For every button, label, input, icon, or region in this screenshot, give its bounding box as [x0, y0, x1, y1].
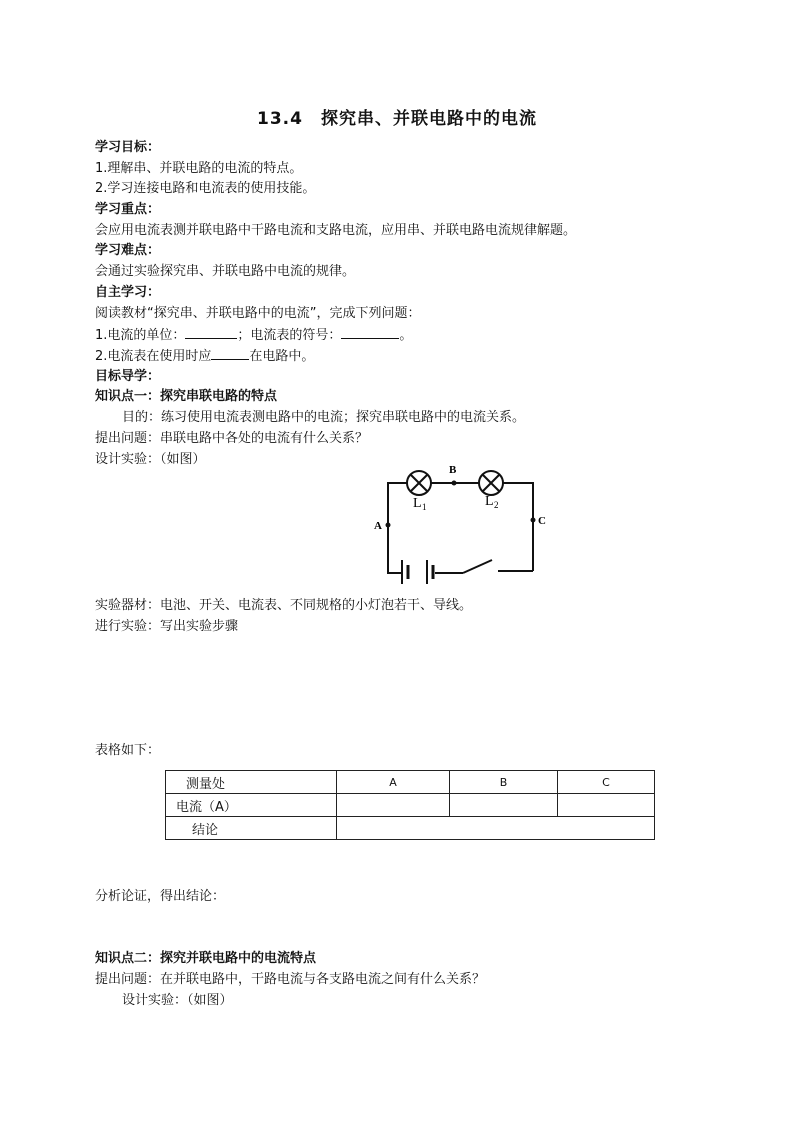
row-current-label: 电流（A） — [166, 794, 337, 817]
self-study-question-1 — [95, 326, 412, 345]
goal-item-2: 2.学习连接电路和电流表的使用技能。 — [95, 181, 316, 196]
cell-current-a[interactable] — [337, 794, 450, 817]
q1-symbol-label: ；电流表的符号： — [237, 328, 342, 343]
point-b-label: B — [449, 464, 457, 476]
lamp-l1-subscript: 1 — [422, 502, 427, 512]
symbol-blank[interactable] — [341, 326, 399, 339]
point-a-label: A — [374, 520, 382, 532]
goals-heading: 学习目标： — [95, 140, 161, 155]
q1-end: 。 — [399, 328, 413, 343]
table-row-conclusion — [166, 817, 655, 840]
lamp-l2-subscript: 2 — [494, 500, 499, 510]
k2-design: 设计实验：（如图） — [122, 993, 233, 1008]
point-c-label: C — [538, 515, 546, 527]
key-points-heading: 学习重点： — [95, 202, 161, 217]
cell-current-c[interactable] — [558, 794, 655, 817]
k1-design: 设计实验：（如图） — [95, 452, 206, 467]
series-circuit-diagram — [355, 457, 555, 587]
lamp-l1-label: L — [413, 496, 422, 511]
k1-procedure: 进行实验：写出实验步骤 — [95, 619, 239, 634]
k2-heading: 知识点二：探究并联电路中的电流特点 — [95, 951, 317, 966]
q1-unit-label: 1.电流的单位： — [95, 328, 186, 343]
table-intro: 表格如下： — [95, 743, 161, 758]
self-study-question-2 — [95, 347, 314, 366]
page-title: 13.4 探究串、并联电路中的电流 — [257, 109, 537, 129]
point-c-dot — [531, 518, 536, 523]
measurement-table — [165, 770, 655, 840]
k1-materials: 实验器材：电池、开关、电流表、不同规格的小灯泡若干、导线。 — [95, 598, 473, 613]
lamp-l2-icon — [479, 471, 503, 495]
cell-current-b[interactable] — [450, 794, 558, 817]
connection-blank[interactable] — [211, 347, 249, 360]
k1-heading: 知识点一：探究串联电路的特点 — [95, 389, 278, 404]
table-header-row — [166, 771, 655, 794]
point-a-dot — [386, 523, 391, 528]
point-b-dot — [452, 481, 457, 486]
k2-question: 提出问题：在并联电路中，干路电流与各支路电流之间有什么关系？ — [95, 972, 486, 987]
header-a: A — [337, 771, 450, 794]
difficulties-text: 会通过实验探究串、并联电路中电流的规律。 — [95, 264, 356, 279]
header-location: 测量处 — [166, 771, 337, 794]
k1-question: 提出问题：串联电路中各处的电流有什么关系？ — [95, 431, 369, 446]
header-c: C — [558, 771, 655, 794]
self-study-heading: 自主学习： — [95, 285, 161, 300]
key-points-text: 会应用电流表测并联电路中干路电流和支路电流，应用串、并联电路电流规律解题。 — [95, 223, 577, 238]
cell-conclusion[interactable] — [337, 817, 655, 840]
lamp-l2-label: L — [485, 494, 494, 509]
switch-lever — [463, 560, 492, 573]
difficulties-heading: 学习难点： — [95, 243, 161, 258]
k1-analysis: 分析论证，得出结论： — [95, 889, 226, 904]
unit-blank[interactable] — [185, 326, 237, 339]
table-row-current — [166, 794, 655, 817]
q2-end: 在电路中。 — [249, 349, 315, 364]
q2-label: 2.电流表在使用时应 — [95, 349, 212, 364]
row-conclusion-label: 结论 — [166, 817, 337, 840]
goal-item-1: 1.理解串、并联电路的电流的特点。 — [95, 161, 303, 176]
self-study-intro: 阅读教材“探究串、并联电路中的电流”，完成下列问题： — [95, 306, 421, 321]
lamp-l1-icon — [407, 471, 431, 495]
k1-purpose: 目的：练习使用电流表测电路中的电流；探究串联电路中的电流关系。 — [122, 410, 526, 425]
header-b: B — [450, 771, 558, 794]
guide-heading: 目标导学： — [95, 369, 161, 384]
